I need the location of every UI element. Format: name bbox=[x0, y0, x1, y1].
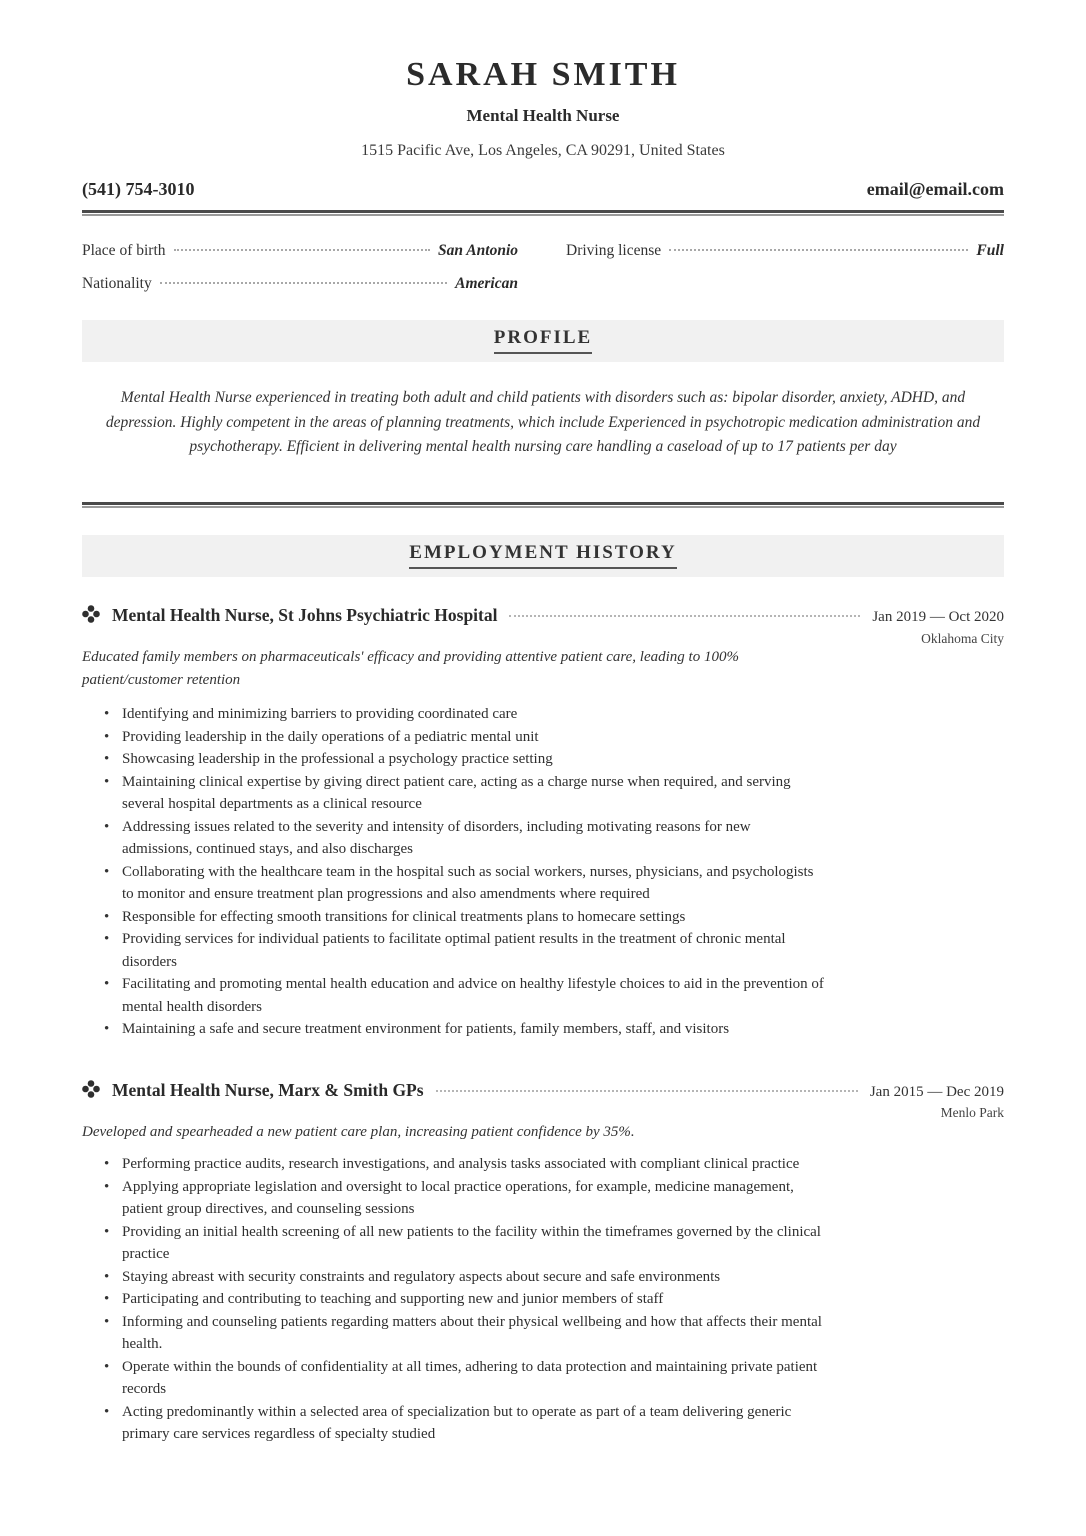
job-bullet: • Acting predominantly within a selected area of specialization but to operate as part of a team delivering generic primary care services regardless of specialty studied bbox=[104, 1401, 824, 1446]
job-title: Mental Health Nurse, Marx & Smith GPs bbox=[112, 1080, 424, 1100]
job-header bbox=[82, 603, 1004, 626]
dot-leader bbox=[509, 615, 860, 617]
job-bullet: • Participating and contributing to teaching and supporting new and junior members of staff bbox=[104, 1288, 824, 1311]
diamond-cluster-icon bbox=[82, 1080, 100, 1098]
job-bullet: • Providing services for individual patients to facilitate optimal patient results in the treatment of chronic mental disorders bbox=[104, 928, 824, 973]
detail-value: San Antonio bbox=[438, 242, 518, 259]
profile-section-header bbox=[82, 320, 1004, 362]
header-divider bbox=[82, 210, 1004, 217]
detail-label: Place of birth bbox=[82, 242, 166, 259]
job-bullet: • Identifying and minimizing barriers to providing coordinated care bbox=[104, 703, 824, 726]
job-summary: Developed and spearheaded a new patient care plan, increasing patient confidence by 35%. bbox=[82, 1124, 635, 1140]
job-bullet: • Addressing issues related to the severity and intensity of disorders, including motivating reasons for new admissions, continued stays, and also discharges bbox=[104, 816, 824, 861]
job-bullet: • Performing practice audits, research investigations, and analysis tasks associated with compliant clinical practice bbox=[104, 1153, 824, 1176]
job-dates: Jan 2015 — Dec 2019 bbox=[869, 1084, 1004, 1100]
detail-label: Nationality bbox=[82, 275, 152, 292]
job-city: Menlo Park bbox=[940, 1105, 1004, 1120]
candidate-address: 1515 Pacific Ave, Los Angeles, CA 90291, United States bbox=[361, 142, 725, 159]
job-bullet: • Maintaining clinical expertise by giving direct patient care, acting as a charge nurse when required, and serving several hospital departments as a clinical resource bbox=[104, 771, 824, 816]
candidate-name: SARAH SMITH bbox=[406, 56, 680, 93]
job-bullet: • Showcasing leadership in the professional a psychology practice setting bbox=[104, 748, 824, 771]
job-bullet: • Responsible for effecting smooth transitions for clinical treatments plans to homecare settings bbox=[104, 906, 824, 929]
dot-leader bbox=[160, 282, 447, 284]
profile-summary: Mental Health Nurse experienced in treating both adult and child patients with disorders such as: bipolar disorder, anxiety, ADHD, and depression. Highly competent in the areas of planning treatments, which include Experienced in psychotropic medication administration and psychotherapy. Efficient in delivering mental health nursing care handling a caseload of up to 17 patients per day bbox=[105, 389, 981, 455]
detail-place-of-birth bbox=[82, 242, 518, 264]
job-bullet: • Operate within the bounds of confidentiality at all times, adhering to data protection and maintaining private patient records bbox=[104, 1356, 824, 1401]
job-bullet: • Staying abreast with security constraints and regulatory aspects about secure and safe environments bbox=[104, 1266, 824, 1289]
job-title: Mental Health Nurse, St Johns Psychiatric Hospital bbox=[112, 605, 498, 625]
job-bullet: • Informing and counseling patients regarding matters about their physical wellbeing and how that affects their mental health. bbox=[104, 1311, 824, 1356]
detail-label: Driving license bbox=[566, 242, 662, 259]
dot-leader bbox=[174, 249, 431, 251]
job-bullet-list bbox=[104, 703, 824, 1041]
employment-heading: EMPLOYMENT HISTORY bbox=[409, 542, 676, 569]
detail-value: American bbox=[455, 275, 518, 292]
profile-heading: PROFILE bbox=[494, 327, 592, 354]
job-dates: Jan 2019 — Oct 2020 bbox=[872, 609, 1004, 625]
detail-nationality bbox=[82, 275, 518, 297]
job-bullet: • Providing leadership in the daily operations of a pediatric mental unit bbox=[104, 726, 824, 749]
detail-value: Full bbox=[976, 242, 1004, 259]
employment-section-header bbox=[82, 535, 1004, 577]
phone-number: (541) 754-3010 bbox=[82, 179, 195, 199]
job-bullet: • Facilitating and promoting mental health education and advice on healthy lifestyle choices to aid in the prevention of mental health disorders bbox=[104, 973, 824, 1018]
profile-divider bbox=[82, 502, 1004, 509]
job-bullet: • Maintaining a safe and secure treatment environment for patients, family members, staff, and visitors bbox=[104, 1018, 824, 1041]
candidate-job-title: Mental Health Nurse bbox=[466, 106, 620, 125]
dot-leader bbox=[436, 1090, 858, 1092]
dot-leader bbox=[669, 249, 968, 251]
job-bullet: • Collaborating with the healthcare team in the hospital such as social workers, nurses, physicians, and psychologists to monitor and ensure treatment plan progressions and also amendments where required bbox=[104, 861, 824, 906]
email-address[interactable]: email@email.com bbox=[866, 179, 1004, 199]
detail-driving-license bbox=[566, 242, 1004, 264]
job-bullet: • Providing an initial health screening of all new patients to the facility within the timeframes governed by the clinical practice bbox=[104, 1221, 824, 1266]
job-bullet-list bbox=[104, 1153, 824, 1446]
job-city: Oklahoma City bbox=[921, 631, 1004, 646]
diamond-cluster-icon bbox=[82, 605, 100, 623]
job-summary: Educated family members on pharmaceuticals' efficacy and providing attentive patient care, leading to 100% patient/customer retention bbox=[82, 649, 739, 688]
job-header bbox=[82, 1078, 1004, 1101]
job-bullet: • Applying appropriate legislation and oversight to local practice operations, for example, medicine management, patient group directives, and counseling sessions bbox=[104, 1176, 824, 1221]
